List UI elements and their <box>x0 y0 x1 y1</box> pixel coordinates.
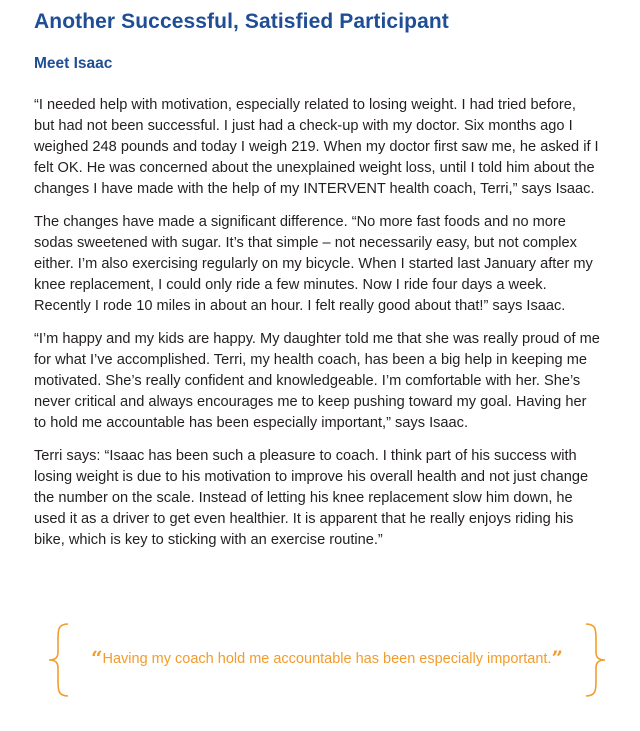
pull-quote-text <box>76 646 578 670</box>
paragraph-3: “I’m happy and my kids are happy. My daughter told me that she was really proud of me for what I’ve accomplished. Terri, my health coach, has been a big help in keeping me motivated. She’s really confident and knowledgeable. I’m comfortable with her. She’s never critical and always encourages me to keep pushing toward my goal. Having her to hold me accountable has been especially important,” says Isaac. <box>34 331 600 431</box>
paragraph-2: The changes have made a significant difference. “No more fast foods and no more sodas sweetened with sugar. It’s that simple – not necessarily easy, but not complex either. I’m also exercising regularly on my bicycle. When I started last January after my knee replacement, I could only ride a few minutes. Now I ride four days a week. Recently I rode 10 miles in about an hour. I felt really good about that!” says Isaac. <box>34 214 593 314</box>
section-subtitle: Meet Isaac <box>34 55 113 72</box>
pull-quote <box>46 622 608 698</box>
paragraph-1: “I needed help with motivation, especially related to losing weight. I had tried before, but had not been successful. I just had a check-up with my doctor. Six months ago I weighed 248 pounds and today I weigh 219. When my doctor first saw me, he asked if I felt OK. He was concerned about the unexplained weight loss, until I told him about the changes I have made with the help of my INTERVENT health coach, Terri,” says Isaac. <box>34 97 599 197</box>
close-quote-mark: ” <box>551 646 563 670</box>
pull-quote-sentence: Having my coach hold me accountable has been especially important. <box>102 651 552 667</box>
paragraph-4: Terri says: “Isaac has been such a pleasure to coach. I think part of his success with losing weight is due to his motivation to improve his overall health and not just change the number on the scale. Instead of letting his knee replacement slow him down, he used it as a driver to get even healthier. It is apparent that he really enjoys riding his bike, which is key to sticking with an exercise routine.” <box>34 448 589 548</box>
right-brace-icon <box>580 622 608 698</box>
article-body <box>34 95 600 563</box>
left-brace-icon <box>46 622 74 698</box>
page-title: Another Successful, Satisfied Participant <box>34 10 449 33</box>
open-quote-mark: “ <box>91 646 103 670</box>
